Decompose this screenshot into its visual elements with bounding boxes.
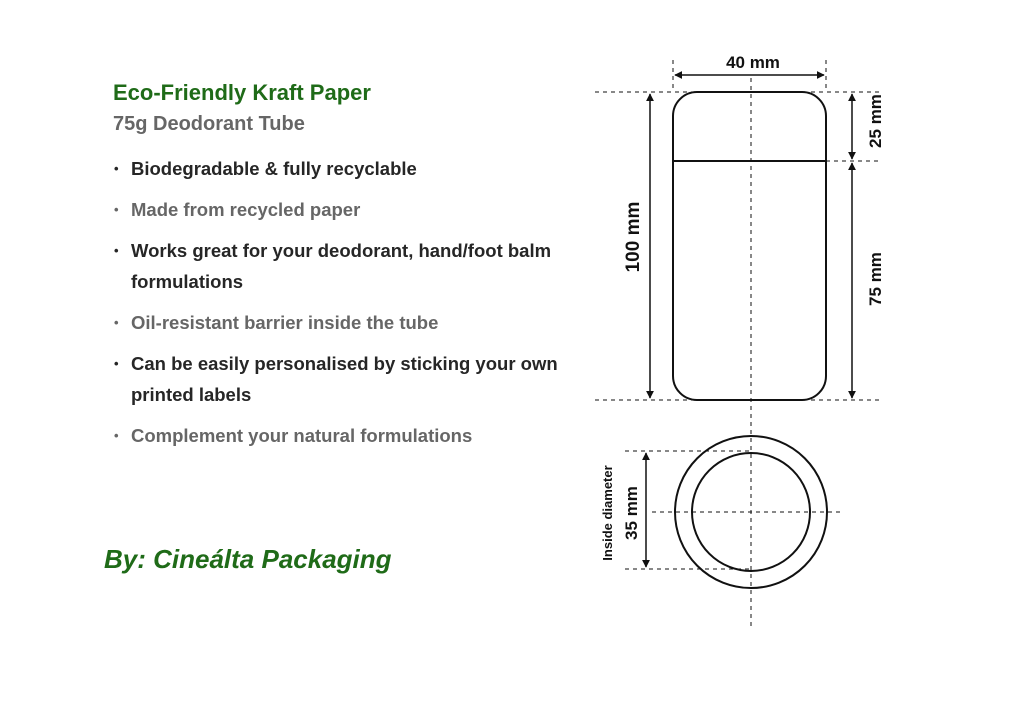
body-height-label: 75 mm	[866, 252, 885, 306]
feature-text: Biodegradable & fully recyclable	[131, 158, 417, 179]
bullet-icon: •	[114, 428, 119, 443]
cap-height-label: 25 mm	[866, 94, 885, 148]
tube-side-view	[673, 78, 826, 628]
feature-text: Made from recycled paper	[131, 199, 361, 220]
height-label: 100 mm	[623, 201, 644, 273]
diameter-caption: Inside diameter	[600, 465, 615, 561]
width-label: 40 mm	[726, 53, 780, 72]
diameter-label: 35 mm	[622, 486, 641, 540]
bullet-icon: •	[114, 161, 119, 176]
feature-text: Complement your natural formulations	[131, 425, 473, 446]
bullet-icon: •	[114, 202, 119, 217]
page-subtitle: 75g Deodorant Tube	[113, 113, 305, 135]
tube-outline	[673, 92, 826, 400]
bullet-icon: •	[114, 356, 119, 371]
page-title: Eco-Friendly Kraft Paper	[113, 80, 371, 105]
byline: By: Cineálta Packaging	[104, 544, 392, 574]
feature-text: Oil-resistant barrier inside the tube	[131, 312, 439, 333]
bullet-icon: •	[114, 315, 119, 330]
feature-text: Can be easily personalised by sticking your own printed labels	[131, 353, 558, 405]
bullet-icon: •	[114, 243, 119, 258]
feature-text: Works great for your deodorant, hand/foot balm formulations	[131, 240, 552, 292]
tube-top-view	[652, 436, 843, 588]
